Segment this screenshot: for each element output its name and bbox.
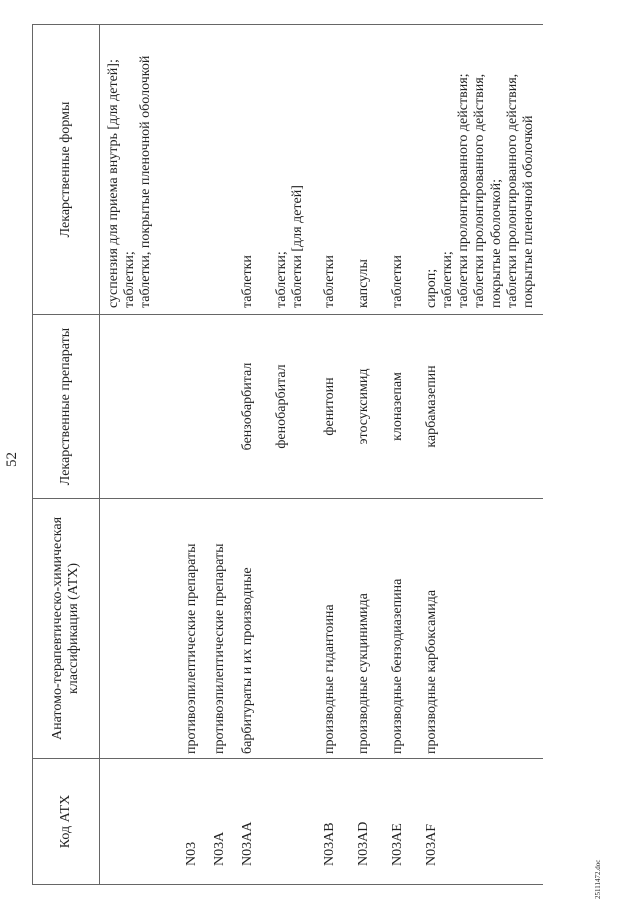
forms-cell (240, 25, 258, 315)
forms-cell (356, 25, 374, 315)
table-row (274, 25, 306, 885)
classification-cell: противоэпилептические препараты (212, 499, 230, 759)
code-cell: N03 (184, 759, 202, 885)
form-line: сироп; (424, 268, 440, 308)
form-line: таблетки (390, 255, 406, 308)
form-line: таблетки (322, 255, 338, 308)
header-classification: Анатомо-терапевтическо-химическая классификация (АТХ) (33, 499, 100, 759)
code-cell: N03AE (390, 759, 408, 885)
drug-cell: фенитоин (322, 315, 340, 499)
form-line: таблетки; (274, 251, 289, 308)
code-cell: N03AD (356, 759, 374, 885)
table-row (356, 25, 374, 885)
table-row (390, 25, 408, 885)
code-cell: N03AA (240, 759, 258, 885)
table-row (424, 25, 537, 885)
forms-cell (390, 25, 408, 315)
drug-cell: карбамазепин (424, 315, 537, 499)
document-id: 25111472.doc (594, 859, 602, 899)
form-line: таблетки, покрытые пленочной оболочкой (138, 55, 154, 308)
classification-cell: противоэпилептические препараты (184, 499, 202, 759)
form-line: таблетки пролонгированного действия; (456, 73, 472, 308)
table-row (212, 25, 230, 885)
classification-cell: производные сукцинимида (356, 499, 374, 759)
form-line: таблетки; (440, 251, 456, 308)
classification-cell: барбитураты и их производные (240, 499, 258, 759)
classification-cell: производные бензодиазепина (390, 499, 408, 759)
table-header-row (33, 25, 100, 885)
table-row (100, 25, 185, 885)
form-line: таблетки [для детей] (290, 185, 306, 308)
forms-cell (322, 25, 340, 315)
form-line: таблетки пролонгированного действия, покрытые оболочкой; (472, 73, 504, 308)
code-cell: N03A (212, 759, 230, 885)
drug-cell: бензобарбитал (240, 315, 258, 499)
code-cell: N03AB (322, 759, 340, 885)
form-line: таблетки (240, 255, 255, 308)
classification-cell: производные гидантоина (322, 499, 340, 759)
header-drugs: Лекарственные препараты (33, 315, 100, 499)
forms-cell (424, 25, 537, 315)
table-row (184, 25, 202, 885)
form-line: суспензия для приема внутрь [для детей]; (106, 59, 121, 308)
header-forms: Лекарственные формы (33, 25, 100, 315)
form-line: таблетки пролонгированного действия, покрытые пленочной оболочкой (504, 73, 536, 308)
form-line: капсулы (356, 259, 372, 308)
header-code: Код АТХ (33, 759, 100, 885)
drug-cell: этосуксимид (356, 315, 374, 499)
drug-table (32, 24, 543, 885)
classification-cell: производные карбоксамида (424, 499, 537, 759)
form-line: таблетки; (122, 251, 138, 308)
forms-cell (274, 25, 306, 315)
forms-cell (100, 25, 185, 315)
page-number: 52 (4, 452, 20, 467)
drug-cell: клоназепам (390, 315, 408, 499)
table-row (322, 25, 340, 885)
code-cell: N03AF (424, 759, 537, 885)
table-row (240, 25, 258, 885)
drug-cell: фенобарбитал (274, 315, 306, 499)
